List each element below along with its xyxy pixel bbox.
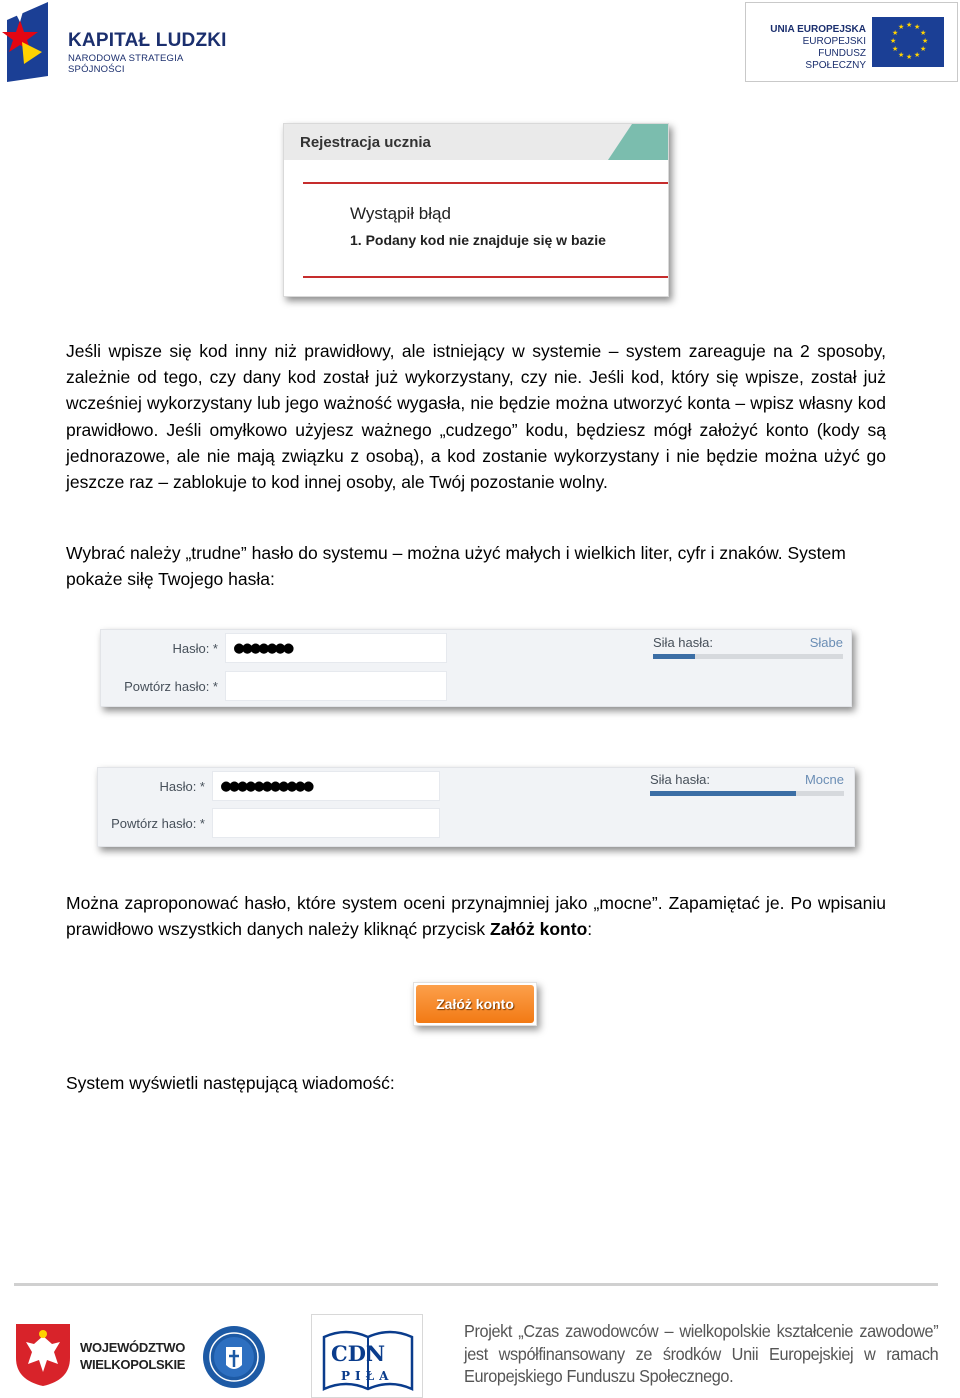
paragraph-code-info: Jeśli wpisze się kod inny niż prawidłowy, ale istniejący w systemie – system zareaguje na 2 sposoby, zależnie od tego, czy dany kod został już wykorzystany, czy nie. Jeśli kod, który się wpisze, został już wcześniej wykorzystany lub jego ważność wygasła, nie będzie można utworzyć konta – wpisz własny kod prawidłowo. Jeśli omyłkowo użyjesz ważnego „cudzego” kodu, będziesz mógł założyć konto (kody są jednorazowe, ale nie mają związku z osobą), a kod zostanie wykorzystany i nie będzie można użyć go jeszcze raz – zablokuje to kod innej osoby, ale Twój pozostanie wolny.	[66, 341, 886, 493]
kapital-ludzki-title: KAPITAŁ LUDZKI	[68, 30, 227, 51]
svg-text:★: ★	[898, 23, 905, 31]
svg-text:★: ★	[920, 29, 927, 37]
error-message: 1. Podany kod nie znajduje się w bazie	[350, 232, 606, 248]
kapital-ludzki-logo	[2, 2, 242, 82]
wielkopolska-logo-text: WOJEWÓDZTWO WIELKOPOLSKIE	[80, 1340, 186, 1372]
error-bottom-divider	[303, 276, 668, 278]
repeat-password-label: Powtórz hasło: *	[124, 679, 218, 694]
eu-flag-icon	[872, 17, 944, 67]
password-input[interactable]: ●●●●●●●	[225, 633, 447, 663]
registration-error-panel	[283, 123, 669, 297]
svg-text:★: ★	[892, 29, 899, 37]
svg-text:★: ★	[898, 51, 905, 59]
registration-title: Rejestracja ucznia	[300, 134, 431, 151]
paragraph-button-name: Załóż konto	[490, 919, 588, 940]
password-input[interactable]: ●●●●●●●●●●●	[212, 771, 440, 801]
repeat-password-input[interactable]	[212, 808, 440, 838]
header-accent-shape	[608, 124, 668, 160]
paragraph-text-before: Można zaproponować hasło, które system oceni przynajmniej jako „mocne”. Zapamiętać je. Po wpisaniu prawidłowo wszystkich danych należy kliknąć przycisk	[66, 893, 886, 940]
svg-text:★: ★	[906, 21, 913, 29]
cdn-city: PIŁA	[341, 1369, 394, 1383]
password-form-weak	[100, 629, 852, 707]
kapital-ludzki-star-icon	[2, 2, 64, 82]
paragraph-system-message: System wyświetli następującą wiadomość:	[66, 1073, 395, 1093]
error-title: Wystąpił błąd	[350, 204, 451, 223]
strength-bar	[653, 654, 843, 659]
strength-bar-fill	[653, 654, 695, 659]
svg-text:★: ★	[914, 51, 921, 59]
create-account-button[interactable]: Załóż konto	[416, 985, 534, 1023]
strength-bar	[650, 791, 844, 796]
cdn-pila-logo	[311, 1314, 423, 1398]
paragraph-text-after: :	[587, 919, 593, 940]
svg-text:★: ★	[906, 53, 913, 61]
paragraph-create-account	[66, 890, 886, 942]
password-form-strong	[97, 767, 855, 847]
create-account-button-frame	[413, 982, 537, 1026]
repeat-password-input[interactable]	[225, 671, 447, 701]
cdn-text: CDN	[331, 1341, 386, 1366]
strength-label: Siła hasła:	[653, 635, 713, 650]
strength-value: Mocne	[804, 772, 844, 787]
strength-label: Siła hasła:	[650, 772, 710, 787]
project-funding-note: Projekt „Czas zawodowców – wielkopolskie kształcenie zawodowe” jest współfinansowany ze środków Unii Europejskiej w ramach Europejskiego Funduszu Społecznego.	[464, 1321, 939, 1386]
svg-text:★: ★	[922, 37, 929, 45]
svg-text:★: ★	[914, 23, 921, 31]
university-seal-icon	[202, 1325, 266, 1389]
svg-text:★: ★	[890, 37, 897, 45]
kapital-ludzki-subtitle: NARODOWA STRATEGIA SPÓJNOŚCI	[68, 53, 183, 75]
eu-logo-text: UNIA EUROPEJSKA EUROPEJSKI FUNDUSZ SPOŁECZNY	[770, 24, 866, 71]
repeat-password-label: Powtórz hasło: *	[111, 816, 205, 831]
password-label: Hasło: *	[159, 779, 205, 794]
error-top-divider	[303, 182, 668, 184]
registration-header	[284, 124, 668, 160]
strength-bar-fill	[650, 791, 796, 796]
svg-text:★: ★	[920, 45, 927, 53]
wielkopolska-coat-of-arms-icon	[14, 1322, 72, 1388]
password-label: Hasło: *	[172, 641, 218, 656]
svg-text:★: ★	[892, 45, 899, 53]
strength-value: Słabe	[809, 635, 843, 650]
eu-logo	[745, 2, 958, 82]
footer-divider	[14, 1283, 938, 1286]
paragraph-password-info: Wybrać należy „trudne” hasło do systemu – można użyć małych i wielkich liter, cyfr i znaków. System pokaże siłę Twojego hasła:	[66, 543, 846, 590]
